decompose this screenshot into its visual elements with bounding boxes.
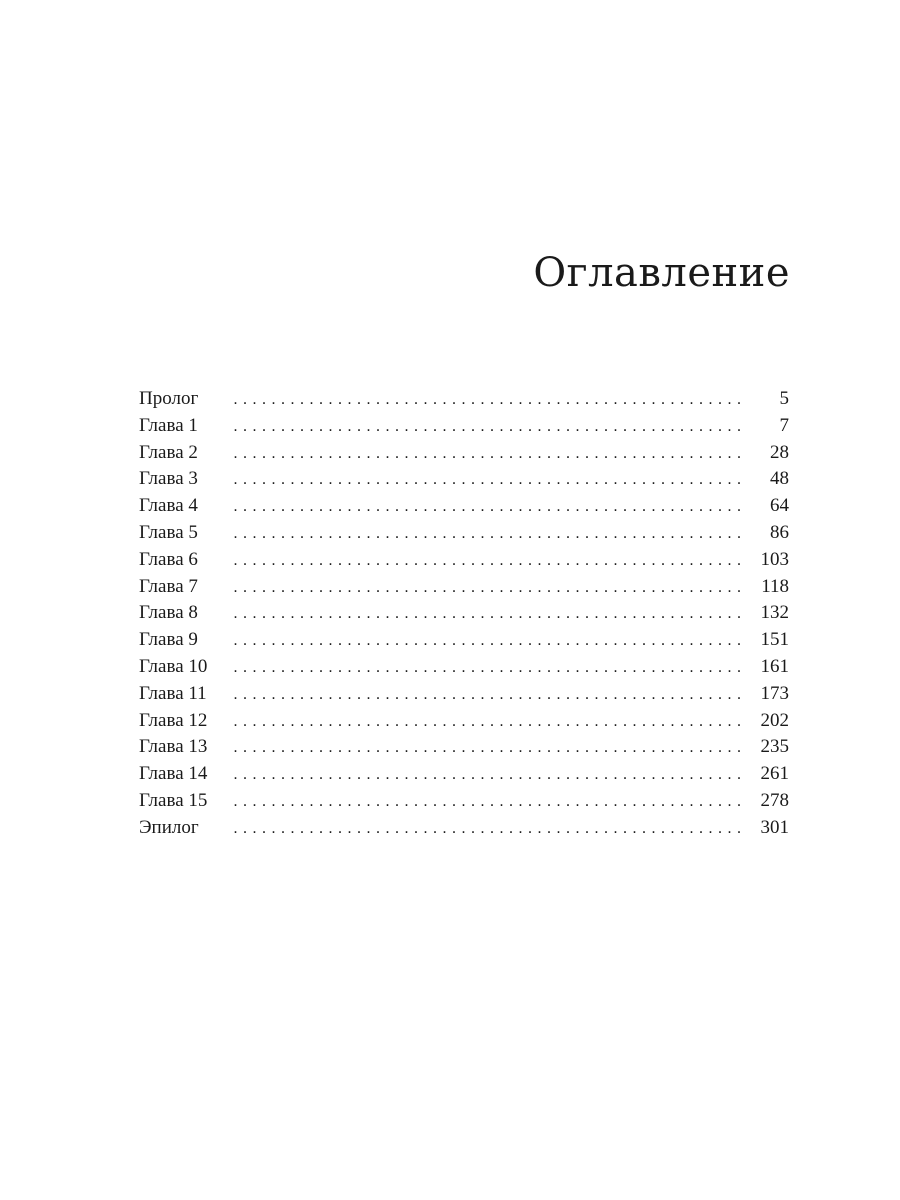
toc-entry[interactable] (139, 493, 789, 520)
dot-leader (231, 441, 741, 468)
toc-entry-label: Глава 13 (139, 736, 208, 758)
toc-entry[interactable] (139, 627, 789, 654)
toc-entry-page: 161 (760, 655, 789, 677)
dot-leader (231, 709, 741, 736)
toc-entry-page: 64 (770, 495, 789, 517)
toc-entry-label: Глава 11 (139, 682, 207, 704)
toc-entry-page: 86 (770, 521, 789, 543)
toc-entry-label: Глава 14 (139, 763, 208, 785)
dot-leader (231, 655, 741, 682)
toc-entry[interactable] (139, 440, 789, 467)
toc-entry[interactable] (139, 734, 789, 761)
toc-entry-page: 48 (770, 468, 789, 490)
toc-entry-page: 173 (760, 682, 789, 704)
toc-entry-label: Глава 9 (139, 629, 198, 651)
toc-entry-label: Глава 15 (139, 789, 208, 811)
dot-leader (231, 789, 741, 816)
dot-leader (231, 628, 741, 655)
table-of-contents (139, 386, 789, 842)
toc-entry-label: Эпилог (139, 816, 199, 838)
dot-leader (231, 414, 741, 441)
toc-entry-label: Глава 1 (139, 414, 198, 436)
toc-entry-label: Глава 3 (139, 468, 198, 490)
page-title: Оглавление (533, 250, 790, 296)
toc-entry[interactable] (139, 654, 789, 681)
toc-entry[interactable] (139, 681, 789, 708)
toc-entry[interactable] (139, 600, 789, 627)
toc-entry-label: Глава 12 (139, 709, 208, 731)
dot-leader (231, 816, 741, 843)
dot-leader (231, 494, 741, 521)
toc-entry[interactable] (139, 386, 789, 413)
toc-entry-page: 28 (770, 441, 789, 463)
toc-entry-page: 202 (760, 709, 789, 731)
toc-entry[interactable] (139, 761, 789, 788)
toc-entry-page: 118 (761, 575, 789, 597)
toc-entry[interactable] (139, 815, 789, 842)
dot-leader (231, 575, 741, 602)
toc-entry-label: Глава 7 (139, 575, 198, 597)
toc-entry-page: 278 (760, 789, 789, 811)
toc-entry-page: 5 (779, 388, 789, 409)
toc-entry-label: Глава 6 (139, 548, 198, 570)
toc-entry[interactable] (139, 547, 789, 574)
dot-leader (231, 735, 741, 762)
toc-entry-page: 132 (760, 602, 789, 624)
toc-entry-label: Глава 10 (139, 655, 208, 677)
dot-leader (231, 682, 741, 709)
toc-entry-label: Пролог (139, 388, 199, 409)
toc-entry[interactable] (139, 574, 789, 601)
toc-entry-label: Глава 8 (139, 602, 198, 624)
dot-leader (231, 601, 741, 628)
toc-entry-label: Глава 5 (139, 521, 198, 543)
toc-entry-page: 103 (760, 548, 789, 570)
toc-entry[interactable] (139, 708, 789, 735)
toc-entry[interactable] (139, 520, 789, 547)
toc-entry-page: 261 (760, 763, 789, 785)
dot-leader (231, 467, 741, 494)
toc-entry-page: 151 (760, 629, 789, 651)
toc-entry-label: Глава 2 (139, 441, 198, 463)
toc-entry[interactable] (139, 413, 789, 440)
toc-entry-page: 235 (760, 736, 789, 758)
toc-entry-page: 301 (760, 816, 789, 838)
toc-entry[interactable] (139, 788, 789, 815)
toc-entry[interactable] (139, 466, 789, 493)
dot-leader (231, 387, 741, 414)
dot-leader (231, 521, 741, 548)
dot-leader (231, 548, 741, 575)
toc-entry-page: 7 (779, 414, 789, 436)
toc-entry-label: Глава 4 (139, 495, 198, 517)
dot-leader (231, 762, 741, 789)
